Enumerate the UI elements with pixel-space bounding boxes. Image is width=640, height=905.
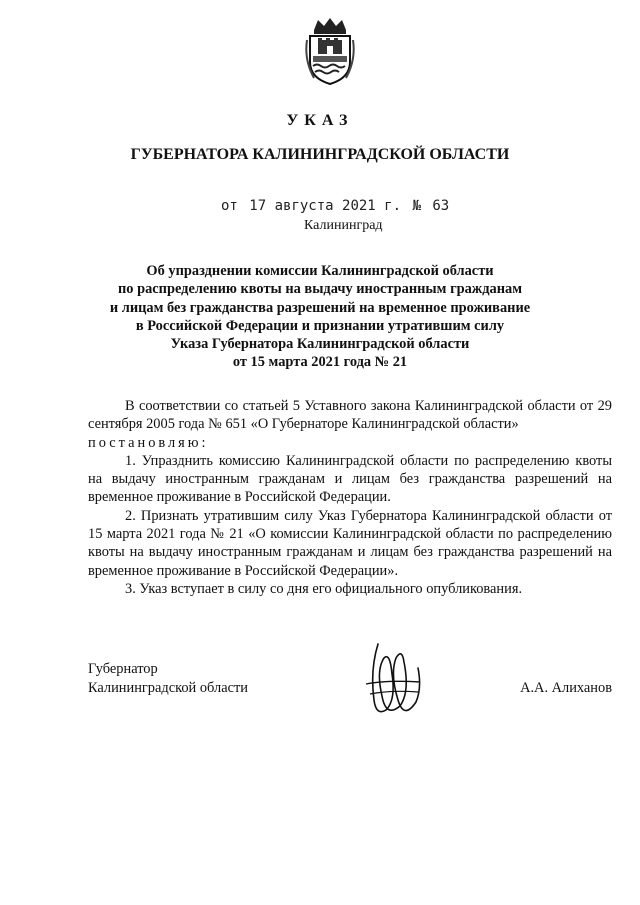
decree-item-2: 2. Признать утратившим силу Указ Губернатора Калининградской области от 15 марта 2021 года № 21 «О комиссии Калининградской области по распределению квоты на выдачу иностранным гражданам и лицам без гражданства разрешений на временное проживание в Российской Федерации».	[88, 507, 612, 579]
city-name: Калининград	[304, 218, 383, 233]
number-label: №	[412, 198, 421, 214]
date-prefix: от	[221, 198, 238, 214]
signatory-position	[88, 660, 248, 698]
heading-line: от 15 марта 2021 года № 21	[232, 354, 408, 371]
heading-line: и лицам без гражданства разрешений на временное проживание	[109, 299, 531, 316]
heading-line: в Российской Федерации и признании утратившим силу	[135, 317, 505, 334]
handwritten-signature	[356, 640, 426, 722]
decree-body	[88, 397, 612, 598]
decree-word: постановляю:	[88, 434, 209, 451]
heading-line: по распределению квоты на выдачу иностранным гражданам	[118, 281, 522, 298]
number-value: 63	[432, 198, 450, 214]
heading-line: Указа Губернатора Калининградской области	[170, 336, 470, 353]
signatory-name: А.А. Алиханов	[520, 680, 612, 696]
position-line: Губернатор	[88, 661, 158, 677]
position-line: Калининградской области	[88, 680, 248, 696]
document-title: УКАЗ	[286, 112, 354, 129]
document-subtitle: ГУБЕРНАТОРА КАЛИНИНГРАДСКОЙ ОБЛАСТИ	[130, 146, 510, 163]
date-line	[221, 198, 452, 214]
decree-item-3: 3. Указ вступает в силу со дня его официального опубликования.	[125, 580, 523, 597]
preamble-paragraph: В соответствии со статьей 5 Уставного закона Калининградской области от 29 сентября 2005 года № 651 «О Губернаторе Калининградской области»	[88, 398, 612, 433]
coat-of-arms-emblem	[304, 16, 356, 86]
decree-item-1: 1. Упразднить комиссию Калининградской области по распределению квоты на выдачу иностранным гражданам и лицам без гражданства разрешений на временное проживание в Российской Федерации.	[88, 452, 612, 506]
heading-line: Об упразднении комиссии Калининградской области	[146, 263, 494, 279]
decree-heading	[90, 262, 550, 372]
date-value: 17 августа 2021 г.	[249, 198, 402, 214]
